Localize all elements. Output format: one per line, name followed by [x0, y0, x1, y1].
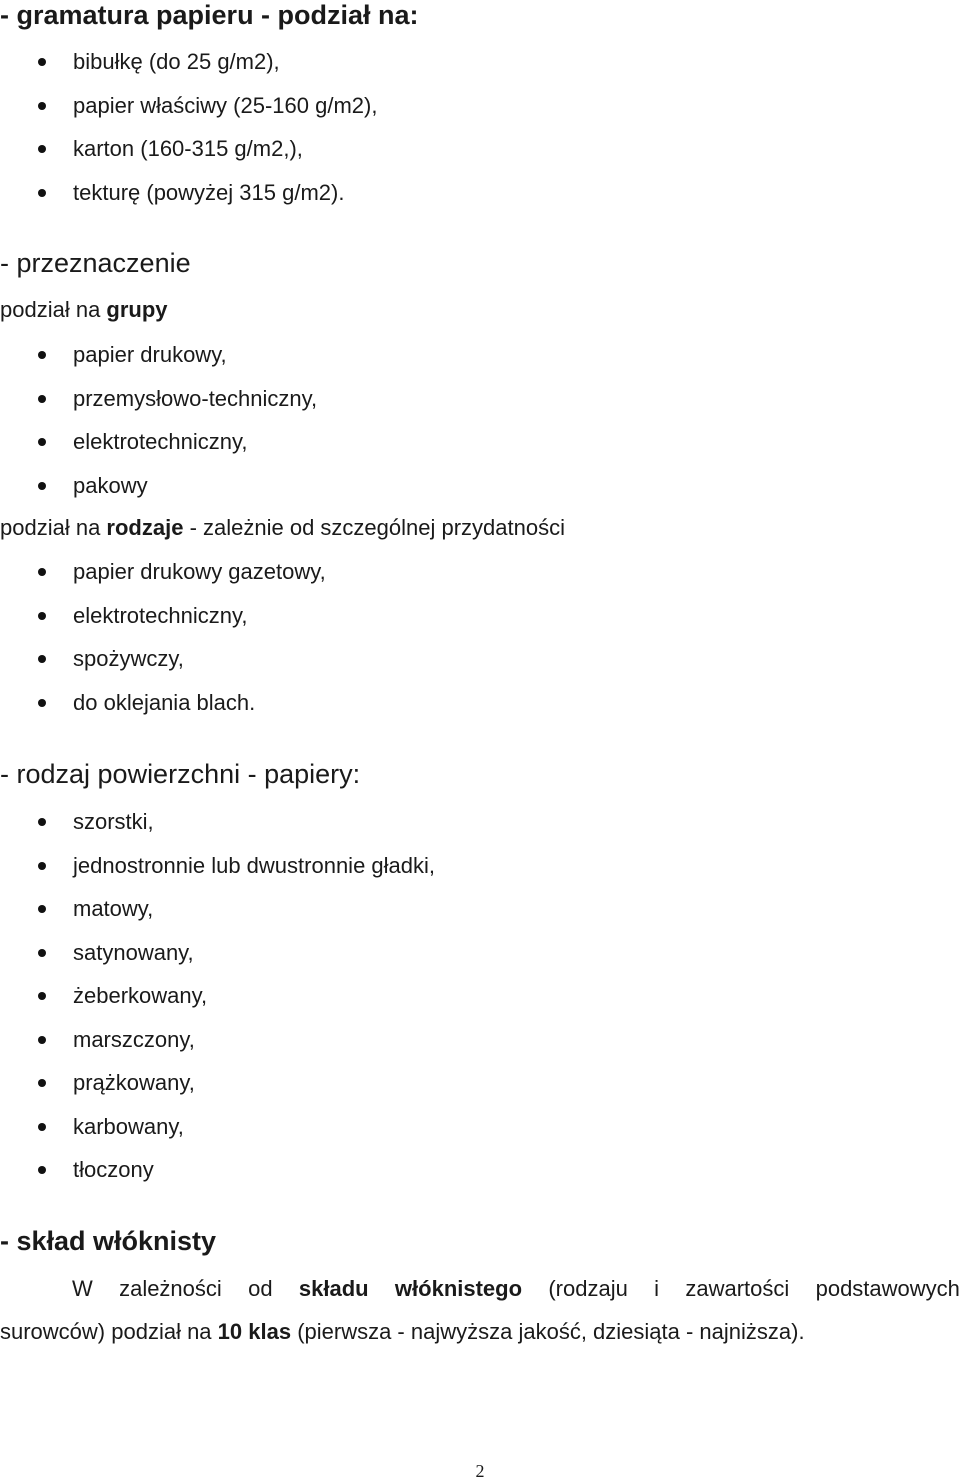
bullet-icon: [38, 189, 46, 197]
paragraph-text: (pierwsza - najwyższa jakość, dziesiąta - najniższa).: [291, 1319, 805, 1344]
paragraph-text: surowców) podział na: [0, 1319, 218, 1344]
page-number: 2: [475, 1461, 485, 1481]
list-item-text: żeberkowany,: [73, 983, 208, 1008]
list-item-text: pakowy: [73, 473, 148, 498]
bullet-icon: [38, 58, 46, 66]
bullet-icon: [38, 145, 46, 153]
paragraph-word: zawartości: [685, 1276, 790, 1301]
paragraph-word: od: [248, 1276, 273, 1301]
paragraph-word-bold: włóknistego: [394, 1276, 523, 1301]
paragraph-word: W: [72, 1276, 93, 1301]
bullet-icon: [38, 1079, 46, 1087]
list-item-text: tłoczony: [73, 1157, 154, 1182]
groups-bold: grupy: [106, 297, 168, 322]
paragraph-bold: 10 klas: [217, 1319, 292, 1344]
list-item-text: marszczony,: [73, 1027, 195, 1052]
bullet-icon: [38, 862, 46, 870]
list-item-text: karbowany,: [73, 1114, 184, 1139]
paragraph-line-2: [0, 1319, 805, 1345]
heading-powierzchnia: - rodzaj powierzchni - papiery:: [0, 759, 361, 789]
list-item-text: papier drukowy gazetowy,: [73, 559, 326, 584]
paragraph-word-bold: składu: [298, 1276, 369, 1301]
bullet-icon: [38, 612, 46, 620]
paragraph-word: i: [654, 1276, 660, 1301]
bullet-icon: [38, 992, 46, 1000]
list-item-text: bibułkę (do 25 g/m2),: [73, 49, 280, 74]
heading-sklad: - skład włóknisty: [0, 1226, 217, 1256]
bullet-icon: [38, 949, 46, 957]
heading-gramatura: - gramatura papieru - podział na:: [0, 0, 419, 30]
bullet-icon: [38, 1036, 46, 1044]
groups-prefix: podział na: [0, 297, 107, 322]
list-item-text: karton (160-315 g/m2,),: [73, 136, 303, 161]
list-item-text: matowy,: [73, 896, 154, 921]
paragraph-word: podstawowych: [815, 1276, 960, 1301]
list-item-text: przemysłowo-techniczny,: [73, 386, 318, 411]
bullet-icon: [38, 905, 46, 913]
bullet-icon: [38, 1123, 46, 1131]
kinds-prefix: podział na: [0, 515, 107, 540]
bullet-icon: [38, 438, 46, 446]
list-item-text: spożywczy,: [73, 646, 184, 671]
bullet-icon: [38, 568, 46, 576]
list-item-text: elektrotechniczny,: [73, 429, 248, 454]
bullet-icon: [38, 818, 46, 826]
list-item-text: szorstki,: [73, 809, 154, 834]
groups-intro: [0, 297, 168, 323]
kinds-intro: [0, 515, 565, 541]
list-item-text: jednostronnie lub dwustronnie gładki,: [73, 853, 436, 878]
paragraph-word: (rodzaju: [548, 1276, 628, 1301]
bullet-icon: [38, 102, 46, 110]
list-item-text: do oklejania blach.: [73, 690, 256, 715]
bullet-icon: [38, 351, 46, 359]
bullet-icon: [38, 395, 46, 403]
list-item-text: tekturę (powyżej 315 g/m2).: [73, 180, 345, 205]
bullet-icon: [38, 482, 46, 490]
bullet-icon: [38, 655, 46, 663]
paragraph-line-1: [0, 1276, 960, 1302]
kinds-suffix: - zależnie od szczególnej przydatności: [183, 515, 565, 540]
heading-przeznaczenie: - przeznaczenie: [0, 248, 191, 278]
list-item-text: prążkowany,: [73, 1070, 195, 1095]
bullet-icon: [38, 1166, 46, 1174]
list-item-text: satynowany,: [73, 940, 194, 965]
paragraph-word: zależności: [119, 1276, 222, 1301]
list-item-text: papier właściwy (25-160 g/m2),: [73, 93, 378, 118]
list-item-text: papier drukowy,: [73, 342, 227, 367]
bullet-icon: [38, 699, 46, 707]
kinds-bold: rodzaje: [106, 515, 184, 540]
list-item-text: elektrotechniczny,: [73, 603, 248, 628]
